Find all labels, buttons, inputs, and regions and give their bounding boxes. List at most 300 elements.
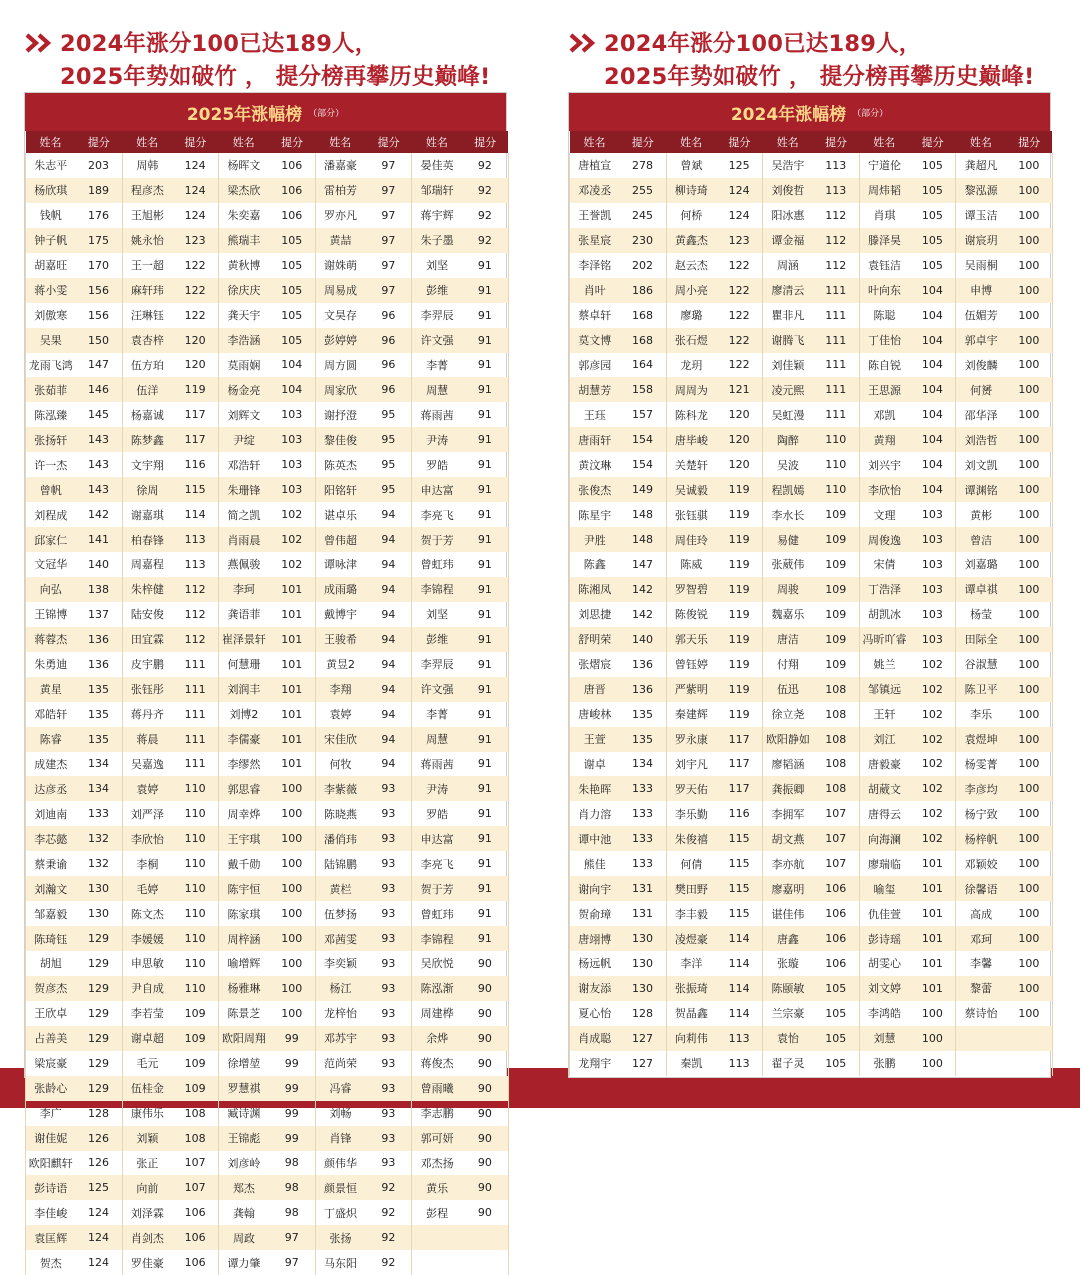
student-name: 彭维 <box>412 627 462 652</box>
score-gain: 143 <box>76 427 123 452</box>
student-name: 黎泓源 <box>956 178 1006 203</box>
student-name: 郭卓宇 <box>956 328 1006 353</box>
student-name: 杨晖文 <box>219 153 269 178</box>
score-gain: 100 <box>1006 1001 1053 1026</box>
headline-left <box>24 26 544 90</box>
student-name: 占善美 <box>26 1026 76 1051</box>
student-name: 欧阳静如 <box>763 727 813 752</box>
student-name: 许文强 <box>412 677 462 702</box>
student-name: 张葳伟 <box>763 552 813 577</box>
student-name: 邱家仁 <box>26 527 76 552</box>
student-name: 蒋雨茜 <box>412 402 462 427</box>
score-gain: 113 <box>172 552 219 577</box>
score-gain: 121 <box>716 377 763 402</box>
table-row <box>570 1051 1053 1076</box>
score-gain: 93 <box>365 1101 412 1126</box>
score-gain: 148 <box>620 527 667 552</box>
table-row <box>26 876 509 901</box>
score-gain: 106 <box>813 901 860 926</box>
student-name: 陈卫平 <box>956 677 1006 702</box>
table-row <box>570 452 1053 477</box>
student-name: 谭咏津 <box>315 552 365 577</box>
score-gain: 108 <box>172 1101 219 1126</box>
student-name: 吴虹漫 <box>763 402 813 427</box>
score-gain: 122 <box>172 253 219 278</box>
student-name: 郭天乐 <box>666 627 716 652</box>
student-name: 杨宁致 <box>956 801 1006 826</box>
score-gain: 100 <box>1006 477 1053 502</box>
student-name: 李拥军 <box>763 801 813 826</box>
score-gain: 90 <box>462 1126 509 1151</box>
score-gain: 90 <box>462 951 509 976</box>
score-gain: 100 <box>1006 153 1053 178</box>
student-name: 李若莹 <box>122 1001 172 1026</box>
score-gain: 92 <box>365 1250 412 1275</box>
score-gain: 97 <box>365 178 412 203</box>
score-gain: 102 <box>269 527 316 552</box>
score-gain: 101 <box>269 727 316 752</box>
student-name: 胡雯心 <box>859 951 909 976</box>
student-name: 梁杰欣 <box>219 178 269 203</box>
student-name: 李锦程 <box>412 577 462 602</box>
student-name: 向莉伟 <box>666 1026 716 1051</box>
score-gain: 98 <box>269 1200 316 1225</box>
student-name: 刘文凯 <box>956 452 1006 477</box>
student-name: 伍梦扬 <box>315 901 365 926</box>
student-name: 吴果 <box>26 328 76 353</box>
header-name: 姓名 <box>412 131 462 153</box>
student-name: 陈俊锐 <box>666 602 716 627</box>
score-gain: 113 <box>716 1026 763 1051</box>
score-gain: 119 <box>716 702 763 727</box>
table-row <box>26 901 509 926</box>
student-name: 邓浩轩 <box>219 452 269 477</box>
student-name: 徐增堃 <box>219 1051 269 1076</box>
student-name: 吴波 <box>763 452 813 477</box>
score-gain: 100 <box>1006 228 1053 253</box>
student-name: 李水长 <box>763 502 813 527</box>
table-title: 2024年涨幅榜 <box>730 104 847 125</box>
score-gain: 91 <box>462 527 509 552</box>
student-name: 余烨 <box>412 1026 462 1051</box>
score-gain: 100 <box>1006 976 1053 1001</box>
student-name: 阳铭轩 <box>315 477 365 502</box>
table-row <box>26 1001 509 1026</box>
student-name: 陈文杰 <box>122 901 172 926</box>
student-name: 周梓涵 <box>219 926 269 951</box>
score-gain: 137 <box>76 602 123 627</box>
student-name: 曾雨曦 <box>412 1076 462 1101</box>
student-name: 邓珂 <box>956 926 1006 951</box>
table-row <box>570 752 1053 777</box>
student-name: 谢宸玥 <box>956 228 1006 253</box>
score-gain: 110 <box>172 826 219 851</box>
student-name: 贺彦杰 <box>26 976 76 1001</box>
student-name: 唐鑫 <box>763 926 813 951</box>
table-row <box>26 577 509 602</box>
score-gain: 116 <box>172 452 219 477</box>
student-name: 蔡诗怡 <box>956 1001 1006 1026</box>
student-name: 陆安俊 <box>122 602 172 627</box>
student-name: 陈睿 <box>26 727 76 752</box>
score-gain: 94 <box>365 602 412 627</box>
score-gain: 106 <box>269 153 316 178</box>
score-gain: 104 <box>909 353 956 378</box>
table-subtitle: （部分） <box>308 108 345 119</box>
headline-line2: 2025年势如破竹 ， 提分榜再攀历史巅峰! <box>604 64 1035 90</box>
student-name: 李羿辰 <box>412 303 462 328</box>
student-name: 崔泽景轩 <box>219 627 269 652</box>
score-gain: 100 <box>1006 801 1053 826</box>
score-gain: 149 <box>620 477 667 502</box>
table-row <box>570 377 1053 402</box>
score-gain: 109 <box>172 1051 219 1076</box>
student-name: 谷淑慧 <box>956 652 1006 677</box>
student-name: 夏心怡 <box>570 1001 620 1026</box>
student-name: 颜景恒 <box>315 1175 365 1200</box>
student-name: 陈鑫 <box>570 552 620 577</box>
student-name: 潘俏玮 <box>315 826 365 851</box>
score-gain: 154 <box>620 427 667 452</box>
table-row <box>26 153 509 178</box>
double-chevron-icon <box>24 32 54 54</box>
student-name: 宋佳欣 <box>315 727 365 752</box>
student-name: 陈晓燕 <box>315 801 365 826</box>
score-gain: 110 <box>172 851 219 876</box>
score-gain: 97 <box>365 253 412 278</box>
student-name: 杨远帆 <box>570 951 620 976</box>
student-name: 秦建辉 <box>666 702 716 727</box>
student-name: 罗天佑 <box>666 776 716 801</box>
table-row <box>570 976 1053 1001</box>
table-row <box>570 328 1053 353</box>
student-name: 瞿非凡 <box>763 303 813 328</box>
score-gain: 101 <box>269 752 316 777</box>
score-gain: 127 <box>620 1026 667 1051</box>
student-name: 王一超 <box>122 253 172 278</box>
score-gain: 93 <box>365 1126 412 1151</box>
student-name: 尹自成 <box>122 976 172 1001</box>
score-gain: 130 <box>76 876 123 901</box>
score-gain: 132 <box>76 851 123 876</box>
student-name: 周小亮 <box>666 278 716 303</box>
student-name: 曾洁 <box>956 527 1006 552</box>
score-gain: 124 <box>76 1200 123 1225</box>
student-name: 肖剑杰 <box>122 1225 172 1250</box>
student-name: 邓凯 <box>859 402 909 427</box>
table-row <box>570 677 1053 702</box>
student-name: 何倩 <box>666 851 716 876</box>
score-gain: 107 <box>813 826 860 851</box>
student-name: 刘浩哲 <box>956 427 1006 452</box>
double-chevron-icon <box>568 32 598 54</box>
score-gain: 130 <box>620 926 667 951</box>
score-gain: 106 <box>172 1225 219 1250</box>
student-name: 谭渊铭 <box>956 477 1006 502</box>
student-name: 李媛媛 <box>122 926 172 951</box>
student-name: 廖嘉明 <box>763 876 813 901</box>
table-row <box>26 851 509 876</box>
student-name: 罗皓 <box>412 801 462 826</box>
score-gain: 100 <box>1006 752 1053 777</box>
score-gain: 109 <box>172 1001 219 1026</box>
student-name: 王思源 <box>859 377 909 402</box>
score-gain: 90 <box>462 1101 509 1126</box>
student-name: 谢腾飞 <box>763 328 813 353</box>
score-gain: 94 <box>365 502 412 527</box>
student-name: 肖叶 <box>570 278 620 303</box>
score-gain: 230 <box>620 228 667 253</box>
score-gain: 90 <box>462 976 509 1001</box>
student-name: 张扬轩 <box>26 427 76 452</box>
score-gain: 91 <box>462 702 509 727</box>
score-gain: 143 <box>76 477 123 502</box>
table-row <box>26 677 509 702</box>
headline-line1: 2024年涨分100已达189人， <box>60 31 378 57</box>
student-name: 申达富 <box>412 477 462 502</box>
table-row <box>570 926 1053 951</box>
score-gain: 93 <box>365 826 412 851</box>
table-row <box>26 1126 509 1151</box>
score-gain: 113 <box>716 1051 763 1076</box>
student-name: 黄栏 <box>315 876 365 901</box>
score-gain: 103 <box>269 452 316 477</box>
score-gain: 110 <box>172 976 219 1001</box>
student-name: 钟子帆 <box>26 228 76 253</box>
score-gain: 100 <box>1006 203 1053 228</box>
table-row <box>570 427 1053 452</box>
student-name: 尹涛 <box>412 427 462 452</box>
student-name: 唐晋 <box>570 677 620 702</box>
score-gain: 109 <box>813 577 860 602</box>
student-name: 谢姝萌 <box>315 253 365 278</box>
score-gain: 95 <box>365 402 412 427</box>
table-row <box>26 1026 509 1051</box>
score-gain: 140 <box>76 552 123 577</box>
score-gain: 95 <box>365 427 412 452</box>
student-name: 胡凯冰 <box>859 602 909 627</box>
student-name: 袁怡 <box>763 1026 813 1051</box>
student-name: 许一杰 <box>26 452 76 477</box>
score-gain: 110 <box>172 901 219 926</box>
student-name: 周周为 <box>666 377 716 402</box>
student-name: 燕佩骏 <box>219 552 269 577</box>
score-gain: 91 <box>462 452 509 477</box>
student-name: 邹镇远 <box>859 677 909 702</box>
score-gain: 129 <box>76 1001 123 1026</box>
table-row <box>570 278 1053 303</box>
score-gain: 131 <box>620 901 667 926</box>
table-row <box>26 427 509 452</box>
score-gain: 93 <box>365 801 412 826</box>
student-name: 陈景芝 <box>219 1001 269 1026</box>
student-name: 谭卓祺 <box>956 577 1006 602</box>
score-gain: 105 <box>813 976 860 1001</box>
student-name: 周慧 <box>412 377 462 402</box>
score-gain: 100 <box>269 901 316 926</box>
student-name: 徐周 <box>122 477 172 502</box>
score-gain: 100 <box>1006 377 1053 402</box>
score-gain: 103 <box>269 427 316 452</box>
score-gain: 106 <box>269 203 316 228</box>
student-name: 李欣怡 <box>122 826 172 851</box>
header-name: 姓名 <box>122 131 172 153</box>
student-name: 丁佳怡 <box>859 328 909 353</box>
student-name: 莫文博 <box>570 328 620 353</box>
score-gain: 127 <box>620 1051 667 1076</box>
student-name: 郭可妍 <box>412 1126 462 1151</box>
score-gain: 112 <box>172 577 219 602</box>
table-row <box>26 801 509 826</box>
score-gain: 255 <box>620 178 667 203</box>
score-gain: 124 <box>716 203 763 228</box>
student-name: 朱子墨 <box>412 228 462 253</box>
score-gain: 103 <box>269 477 316 502</box>
table-row <box>26 1076 509 1101</box>
student-name: 樊田野 <box>666 876 716 901</box>
table-row <box>26 727 509 752</box>
score-gain: 100 <box>1006 452 1053 477</box>
table-row <box>26 178 509 203</box>
score-gain: 119 <box>716 477 763 502</box>
score-gain: 101 <box>909 926 956 951</box>
score-gain: 124 <box>76 1250 123 1275</box>
table-row <box>26 776 509 801</box>
student-name <box>956 1026 1006 1051</box>
score-gain: 90 <box>462 1051 509 1076</box>
student-name: 龚振卿 <box>763 776 813 801</box>
score-gain: 109 <box>813 502 860 527</box>
headline-right <box>568 26 1088 90</box>
table-row <box>26 627 509 652</box>
score-gain: 122 <box>716 328 763 353</box>
table-row <box>570 801 1053 826</box>
score-gain: 119 <box>716 602 763 627</box>
student-name: 李菁 <box>412 353 462 378</box>
student-name: 蒋雨茜 <box>412 752 462 777</box>
student-name: 成建杰 <box>26 752 76 777</box>
student-name: 申达富 <box>412 826 462 851</box>
score-gain: 100 <box>1006 901 1053 926</box>
score-gain: 128 <box>76 1101 123 1126</box>
score-gain: 112 <box>172 627 219 652</box>
score-gain: 202 <box>620 253 667 278</box>
table-row <box>26 377 509 402</box>
score-gain: 115 <box>716 826 763 851</box>
student-name: 肖雨晨 <box>219 527 269 552</box>
score-gain: 111 <box>813 303 860 328</box>
student-name: 张璇 <box>763 951 813 976</box>
score-gain: 100 <box>909 1001 956 1026</box>
score-gain: 101 <box>909 851 956 876</box>
score-gain: 96 <box>365 303 412 328</box>
student-name: 周慧 <box>412 727 462 752</box>
student-name: 程彦杰 <box>122 178 172 203</box>
score-gain: 105 <box>269 328 316 353</box>
student-name: 刘博2 <box>219 702 269 727</box>
score-gain: 100 <box>269 801 316 826</box>
table-row <box>570 178 1053 203</box>
score-gain: 104 <box>909 303 956 328</box>
student-name: 郭彦园 <box>570 353 620 378</box>
student-name: 朱奕嘉 <box>219 203 269 228</box>
student-name: 李丰毅 <box>666 901 716 926</box>
student-name: 刘程成 <box>26 502 76 527</box>
student-name: 唐翊博 <box>570 926 620 951</box>
student-name: 杨雅琳 <box>219 976 269 1001</box>
student-name: 彭诗瑶 <box>859 926 909 951</box>
student-name: 陈琦钰 <box>26 926 76 951</box>
student-name: 刘俊麟 <box>956 353 1006 378</box>
student-name: 文冠华 <box>26 552 76 577</box>
score-gain: 120 <box>716 452 763 477</box>
student-name: 黄翔 <box>859 427 909 452</box>
score-gain: 129 <box>76 976 123 1001</box>
student-name: 刘辉文 <box>219 402 269 427</box>
score-gain: 93 <box>365 1001 412 1026</box>
student-name: 肖琪 <box>859 203 909 228</box>
score-gain: 133 <box>620 851 667 876</box>
student-name: 蔡秉谕 <box>26 851 76 876</box>
student-name: 颜伟华 <box>315 1151 365 1176</box>
student-name: 李欣怡 <box>859 477 909 502</box>
score-gain: 106 <box>813 926 860 951</box>
header-score: 提分 <box>365 131 412 153</box>
score-gain: 122 <box>172 278 219 303</box>
student-name: 朱志平 <box>26 153 76 178</box>
table-row <box>570 727 1053 752</box>
student-name: 邓杰扬 <box>412 1151 462 1176</box>
student-name: 龙玥 <box>666 353 716 378</box>
score-gain: 119 <box>716 652 763 677</box>
score-gain: 111 <box>172 727 219 752</box>
student-name: 周幸烨 <box>219 801 269 826</box>
score-gain: 91 <box>462 477 509 502</box>
student-name <box>956 1051 1006 1076</box>
score-gain: 135 <box>76 677 123 702</box>
score-gain: 113 <box>172 527 219 552</box>
student-name: 邹嘉毅 <box>26 901 76 926</box>
student-name: 李彦均 <box>956 776 1006 801</box>
score-gain: 130 <box>620 951 667 976</box>
table-row <box>26 527 509 552</box>
student-name: 廖清云 <box>763 278 813 303</box>
score-gain: 101 <box>909 901 956 926</box>
student-name: 周俊逸 <box>859 527 909 552</box>
score-gain: 104 <box>909 328 956 353</box>
score-gain: 91 <box>462 801 509 826</box>
score-gain: 110 <box>172 776 219 801</box>
student-name: 朱勇迪 <box>26 652 76 677</box>
student-name: 周建桦 <box>412 1001 462 1026</box>
student-name: 宁道伦 <box>859 153 909 178</box>
score-gain: 170 <box>76 253 123 278</box>
score-gain: 93 <box>365 926 412 951</box>
score-gain: 91 <box>462 776 509 801</box>
score-gain: 100 <box>1006 951 1053 976</box>
student-name: 张振琦 <box>666 976 716 1001</box>
score-gain: 104 <box>909 477 956 502</box>
score-gain: 136 <box>76 652 123 677</box>
score-gain: 122 <box>716 253 763 278</box>
student-name: 张石煜 <box>666 328 716 353</box>
score-gain: 94 <box>365 677 412 702</box>
student-name: 黄秋博 <box>219 253 269 278</box>
score-gain: 129 <box>76 1076 123 1101</box>
table-row <box>570 901 1053 926</box>
score-gain: 100 <box>1006 876 1053 901</box>
student-name: 邓颖姣 <box>956 851 1006 876</box>
